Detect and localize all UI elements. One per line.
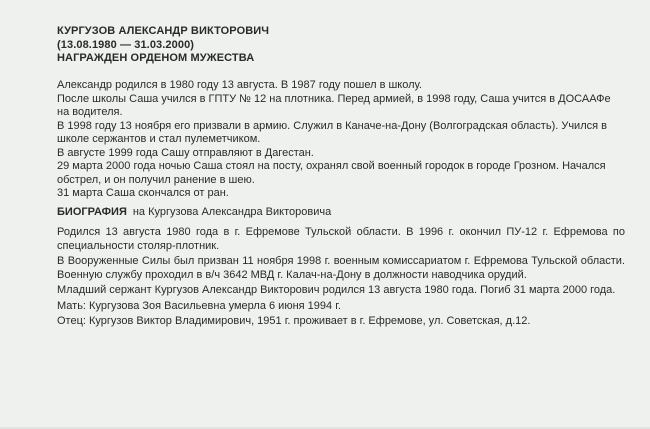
biography-text <box>57 226 625 331</box>
story-paragraph: Александр родился в 1980 году 13 августа. В 1987 году пошел в школу. <box>57 79 422 91</box>
document-header <box>57 25 269 66</box>
bio-paragraph: Мать: Кургузова Зоя Васильевна умерла 6 июня 1994 г. <box>57 299 341 312</box>
biography-subject: на Кургузова Александра Викторовича <box>132 206 332 218</box>
person-name: КУРГУЗОВ АЛЕКСАНДР ВИКТОРОВИЧ <box>57 25 270 37</box>
bio-paragraph: Отец: Кургузов Виктор Владимирович, 1951 г. проживает в г. Ефремове, ул. Советская, д.12. <box>57 315 531 327</box>
bio-paragraph: Младший сержант Кургузов Александр Викторович родился 13 августа 1980 года. Погиб 31 марта 2000 года. <box>57 284 616 296</box>
story-paragraph: В августе 1999 года Сашу отправляют в Дагестан. <box>57 146 314 159</box>
story-text <box>57 79 625 201</box>
biography-label: БИОГРАФИЯ <box>57 206 127 218</box>
bio-paragraph: Родился 13 августа 1980 года в г. Ефремове Тульской области. В 1996 г. окончил ПУ-12 г. Ефремова по специальности столяр-плотник. <box>57 226 625 252</box>
award-line: НАГРАЖДЕН ОРДЕНОМ МУЖЕСТВА <box>57 52 255 64</box>
story-paragraph: 29 марта 2000 года ночью Саша стоял на посту, охранял свой военный городок в городе Грозном. Начался обстрел, и он получил ранение в шею. <box>57 160 606 186</box>
story-paragraph: В 1998 году 13 ноября его призвали в армию. Служил в Каначе-на-Дону (Волгоградская область). Учился в школе сержантов и стал пулеметчиком. <box>57 119 607 145</box>
story-paragraph: 31 марта Саша скончался от ран. <box>57 187 229 199</box>
life-dates: (13.08.1980 — 31.03.2000) <box>57 38 195 51</box>
bio-paragraph: В Вооруженные Силы был призван 11 ноября 1998 г. военным комиссариатом г. Ефремова Тульской области. Военную службу проходил в в/ч 3642 МВД г. Калач-на-Дону в должности наводчика орудий. <box>57 255 625 281</box>
biography-heading <box>57 206 331 218</box>
story-paragraph: После школы Саша учился в ГПТУ № 12 на плотника. Перед армией, в 1998 году, Саша учится в ДОСААФе на водителя. <box>57 92 611 118</box>
